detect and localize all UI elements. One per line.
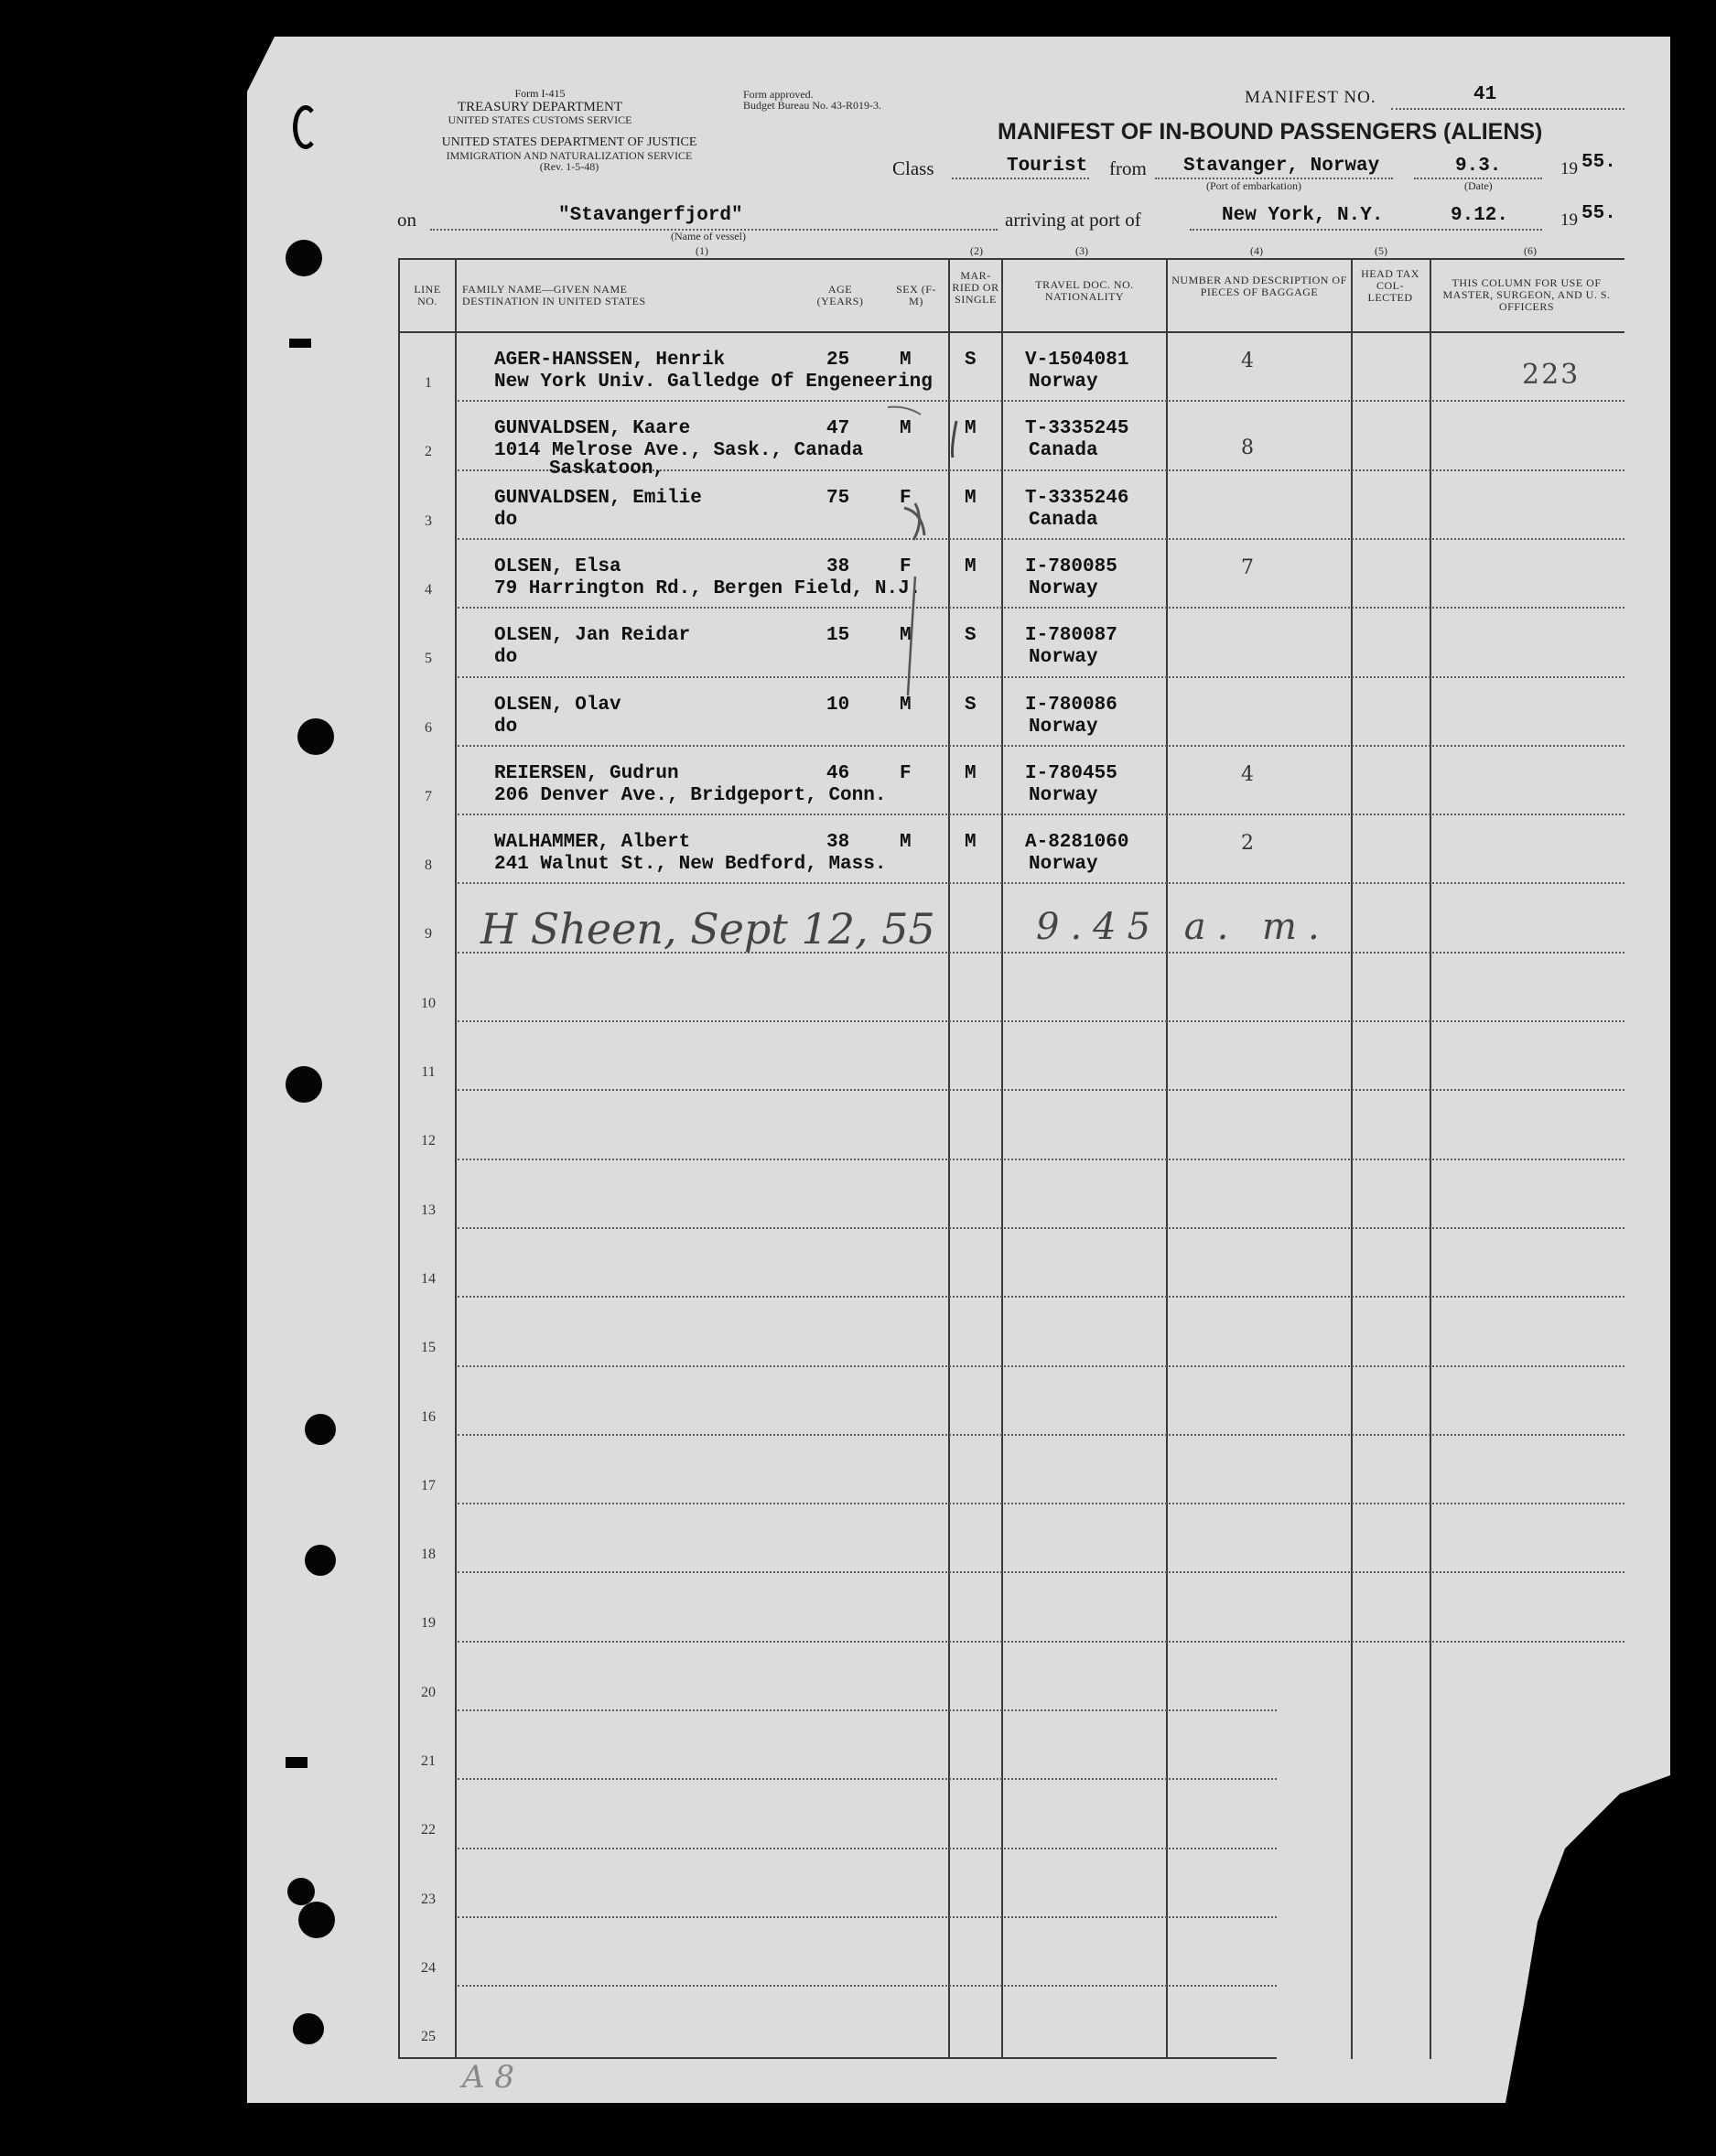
passenger-age: 10 bbox=[826, 694, 850, 716]
passenger-age: 47 bbox=[826, 418, 850, 440]
passenger-marital-status: M bbox=[965, 418, 977, 440]
passenger-marital-status: M bbox=[965, 762, 977, 784]
manifest-number: 41 bbox=[1473, 84, 1497, 105]
manifest-sheet bbox=[247, 37, 1670, 2103]
year-suffix-2: 55. bbox=[1581, 203, 1616, 224]
header-family-name: FAMILY NAME—GIVEN NAME bbox=[462, 283, 628, 296]
passenger-age: 46 bbox=[826, 762, 850, 784]
line-number: 2 bbox=[425, 444, 432, 460]
passenger-nationality: Norway bbox=[1029, 577, 1098, 599]
passenger-baggage-count: 8 bbox=[1241, 437, 1254, 460]
passenger-age: 75 bbox=[826, 487, 850, 509]
row-rule bbox=[458, 1709, 1277, 1711]
passenger-travel-doc: T-3335245 bbox=[1025, 418, 1129, 440]
line-number: 24 bbox=[421, 1959, 436, 1976]
passenger-baggage-count: 4 bbox=[1241, 350, 1254, 372]
budget-bureau: Budget Bureau No. 43-R019-3. bbox=[743, 99, 881, 112]
row-rule bbox=[458, 1571, 1624, 1573]
class-value: Tourist bbox=[1007, 156, 1088, 177]
punch-hole bbox=[298, 1902, 335, 1938]
class-label: Class bbox=[892, 157, 934, 179]
passenger-destination: do bbox=[494, 509, 518, 531]
line-number: 9 bbox=[425, 926, 432, 943]
passenger-sex: M bbox=[900, 418, 912, 440]
passenger-sex: F bbox=[900, 762, 912, 784]
customs-service: UNITED STATES CUSTOMS SERVICE bbox=[448, 113, 632, 126]
col-number-2: (2) bbox=[970, 244, 983, 257]
line-number: 14 bbox=[421, 1270, 436, 1287]
row-rule bbox=[458, 676, 1624, 678]
row-rule bbox=[458, 538, 1624, 540]
passenger-marital-status: M bbox=[965, 832, 977, 854]
form-number: Form I-415 bbox=[514, 87, 566, 100]
passenger-name: WALHAMMER, Albert bbox=[494, 832, 691, 854]
row-rule bbox=[458, 1778, 1277, 1780]
line-number: 16 bbox=[421, 1408, 436, 1425]
arriving-label: arriving at port of bbox=[1005, 209, 1141, 231]
passenger-baggage-count: 7 bbox=[1241, 555, 1254, 579]
line-number: 13 bbox=[421, 1202, 436, 1218]
port-of-embarkation: Stavanger, Norway bbox=[1183, 156, 1380, 177]
year-suffix: 55. bbox=[1581, 152, 1616, 173]
on-label: on bbox=[397, 209, 416, 231]
col-number-4: (4) bbox=[1250, 244, 1263, 257]
line-number: 20 bbox=[421, 1684, 436, 1700]
class-line bbox=[952, 178, 1089, 179]
port-of-arrival: New York, N.Y. bbox=[1222, 205, 1384, 226]
passenger-destination: 206 Denver Ave., Bridgeport, Conn. bbox=[494, 784, 887, 806]
passenger-nationality: Canada bbox=[1029, 509, 1098, 531]
row-rule bbox=[458, 1296, 1624, 1298]
table-top-border bbox=[398, 258, 1624, 260]
col-number-6: (6) bbox=[1524, 244, 1537, 257]
form-title: MANIFEST OF IN-BOUND PASSENGERS (ALIENS) bbox=[998, 119, 1543, 145]
punch-hole bbox=[305, 1545, 336, 1576]
edge-mark bbox=[293, 105, 318, 149]
line-number: 4 bbox=[425, 581, 432, 598]
departure-date: 9.3. bbox=[1455, 156, 1502, 177]
passenger-name: AGER-HANSSEN, Henrik bbox=[494, 350, 726, 371]
passenger-nationality: Norway bbox=[1029, 854, 1098, 876]
passenger-baggage-count: 2 bbox=[1241, 832, 1254, 856]
line-number: 10 bbox=[421, 995, 436, 1011]
header-officers: THIS COLUMN FOR USE OF MASTER, SURGEON, AND U. S. OFFICERS bbox=[1442, 276, 1611, 313]
port-embark-caption: (Port of embarkation) bbox=[1206, 179, 1301, 192]
line-number: 8 bbox=[425, 857, 432, 874]
passenger-destination: New York Univ. Galledge Of Engeneering bbox=[494, 372, 933, 393]
passenger-nationality: Norway bbox=[1029, 647, 1098, 669]
line-number: 22 bbox=[421, 1822, 436, 1838]
passenger-sex: M bbox=[900, 350, 912, 371]
col-number-5: (5) bbox=[1375, 244, 1387, 257]
passenger-travel-doc: T-3335246 bbox=[1025, 487, 1129, 509]
punch-hole bbox=[286, 1066, 322, 1103]
passenger-age: 38 bbox=[826, 832, 850, 854]
passenger-age: 38 bbox=[826, 555, 850, 577]
passenger-destination: do bbox=[494, 716, 518, 738]
passenger-name: GUNVALDSEN, Kaare bbox=[494, 418, 691, 440]
header-destination: DESTINATION IN UNITED STATES bbox=[462, 295, 646, 307]
row-rule bbox=[458, 1985, 1277, 1987]
header-sex: SEX (F-M) bbox=[896, 283, 936, 307]
passenger-nationality: Norway bbox=[1029, 372, 1098, 393]
passenger-marital-status: S bbox=[965, 694, 977, 716]
line-number: 1 bbox=[425, 375, 432, 391]
passenger-travel-doc: I-780085 bbox=[1025, 555, 1117, 577]
row-rule bbox=[458, 1916, 1277, 1918]
line-number: 23 bbox=[421, 1891, 436, 1907]
passenger-travel-doc: I-780086 bbox=[1025, 694, 1117, 716]
arrival-date: 9.12. bbox=[1451, 205, 1509, 226]
passenger-name: OLSEN, Elsa bbox=[494, 555, 621, 577]
passenger-nationality: Canada bbox=[1029, 440, 1098, 462]
passenger-marital-status: S bbox=[965, 625, 977, 647]
year-prefix-2: 19 bbox=[1560, 210, 1578, 230]
col-divider bbox=[455, 258, 457, 2059]
passenger-destination: 79 Harrington Rd., Bergen Field, N.J. bbox=[494, 577, 922, 599]
passenger-name: GUNVALDSEN, Emilie bbox=[494, 487, 702, 509]
arrival-line bbox=[1190, 229, 1542, 231]
vessel-caption: (Name of vessel) bbox=[671, 230, 746, 243]
officer-note: 223 bbox=[1522, 359, 1581, 391]
date-caption: (Date) bbox=[1464, 179, 1493, 192]
passenger-name: OLSEN, Olav bbox=[494, 694, 621, 716]
punch-hole bbox=[297, 718, 334, 755]
passenger-age: 15 bbox=[826, 625, 850, 647]
from-label: from bbox=[1109, 157, 1147, 179]
punch-hole bbox=[286, 240, 322, 276]
passenger-age: 25 bbox=[826, 350, 850, 371]
passenger-travel-doc: A-8281060 bbox=[1025, 832, 1129, 854]
row-rule bbox=[458, 400, 1624, 402]
row-rule bbox=[458, 745, 1624, 747]
passenger-sex: F bbox=[900, 555, 912, 577]
passenger-sex: M bbox=[900, 832, 912, 854]
passenger-sex: M bbox=[900, 694, 912, 716]
passenger-travel-doc: I-780087 bbox=[1025, 625, 1117, 647]
passenger-sex: F bbox=[900, 487, 912, 509]
line-number: 15 bbox=[421, 1340, 436, 1356]
passenger-destination-extra: Saskatoon, bbox=[549, 458, 665, 480]
row-rule bbox=[458, 1159, 1624, 1160]
passenger-name: REIERSEN, Gudrun bbox=[494, 762, 679, 784]
punch-hole bbox=[293, 2013, 324, 2044]
col-number-3: (3) bbox=[1075, 244, 1088, 257]
form-approved: Form approved. bbox=[743, 88, 814, 101]
passenger-destination: 1014 Melrose Ave., Sask., Canada bbox=[494, 440, 864, 462]
passenger-nationality: Norway bbox=[1029, 716, 1098, 738]
revision-date: (Rev. 1-5-48) bbox=[539, 160, 599, 173]
passenger-marital-status: M bbox=[965, 555, 977, 577]
passenger-travel-doc: V-1504081 bbox=[1025, 350, 1129, 371]
year-prefix: 19 bbox=[1560, 159, 1578, 178]
table-left-border bbox=[398, 258, 400, 2059]
table-bottom-border bbox=[398, 2057, 1277, 2059]
row-rule bbox=[458, 1503, 1624, 1504]
row-rule bbox=[458, 1641, 1624, 1643]
passenger-destination: do bbox=[494, 647, 518, 669]
handwritten-signature: H Sheen, Sept 12, 55 bbox=[480, 904, 935, 954]
row-rule bbox=[458, 1089, 1624, 1091]
line-number: 18 bbox=[421, 1547, 436, 1563]
line-number: 6 bbox=[425, 719, 432, 736]
line-number: 21 bbox=[421, 1753, 436, 1769]
line-number: 19 bbox=[421, 1615, 436, 1632]
line-number: 5 bbox=[425, 651, 432, 667]
header-travel-doc: TRAVEL DOC. NO. NATIONALITY bbox=[1035, 278, 1134, 303]
passenger-marital-status: S bbox=[965, 350, 977, 371]
passenger-baggage-count: 4 bbox=[1241, 762, 1254, 786]
col-number-1: (1) bbox=[696, 244, 708, 257]
header-bottom-border bbox=[398, 331, 1624, 333]
edge-mark bbox=[289, 339, 311, 348]
header-head-tax: HEAD TAX COL-LECTED bbox=[1361, 267, 1419, 304]
department-of-justice: UNITED STATES DEPARTMENT OF JUSTICE bbox=[441, 135, 697, 149]
row-rule bbox=[458, 1365, 1624, 1367]
ins-service: IMMIGRATION AND NATURALIZATION SERVICE bbox=[446, 149, 693, 162]
row-rule bbox=[458, 1227, 1624, 1229]
line-number: 7 bbox=[425, 788, 432, 804]
line-number: 3 bbox=[425, 512, 432, 529]
row-rule bbox=[458, 1020, 1624, 1022]
punch-hole bbox=[305, 1414, 336, 1445]
vessel-name: "Stavangerfjord" bbox=[558, 205, 743, 226]
treasury-department: TREASURY DEPARTMENT bbox=[457, 100, 623, 114]
row-rule bbox=[458, 1434, 1624, 1436]
row-rule bbox=[458, 1848, 1277, 1849]
passenger-marital-status: M bbox=[965, 487, 977, 509]
handwritten-footer-mark: A 8 bbox=[462, 2059, 514, 2096]
header-baggage: NUMBER AND DESCRIPTION OF PIECES OF BAGGAGE bbox=[1171, 274, 1347, 298]
line-number: 25 bbox=[421, 2029, 436, 2045]
edge-mark bbox=[286, 1757, 308, 1768]
handwritten-time: 9.45 a. m. bbox=[1036, 906, 1331, 948]
line-number: 17 bbox=[421, 1477, 436, 1493]
line-number: 11 bbox=[421, 1064, 436, 1080]
manifest-line bbox=[1391, 108, 1624, 110]
passenger-nationality: Norway bbox=[1029, 784, 1098, 806]
row-rule bbox=[458, 814, 1624, 815]
header-age: AGE (YEARS) bbox=[816, 283, 864, 307]
passenger-name: OLSEN, Jan Reidar bbox=[494, 625, 691, 647]
header-married: MAR-RIED OR SINGLE bbox=[952, 269, 999, 306]
row-rule bbox=[458, 607, 1624, 609]
manifest-label: MANIFEST NO. bbox=[1245, 88, 1376, 107]
line-number: 12 bbox=[421, 1133, 436, 1149]
punch-hole bbox=[287, 1878, 315, 1905]
header-line-no: LINE NO. bbox=[414, 283, 441, 307]
passenger-sex: M bbox=[900, 625, 912, 647]
passenger-travel-doc: I-780455 bbox=[1025, 762, 1117, 784]
passenger-destination: 241 Walnut St., New Bedford, Mass. bbox=[494, 854, 887, 876]
row-rule bbox=[458, 882, 1624, 884]
pencil-checkmarks bbox=[879, 403, 979, 705]
